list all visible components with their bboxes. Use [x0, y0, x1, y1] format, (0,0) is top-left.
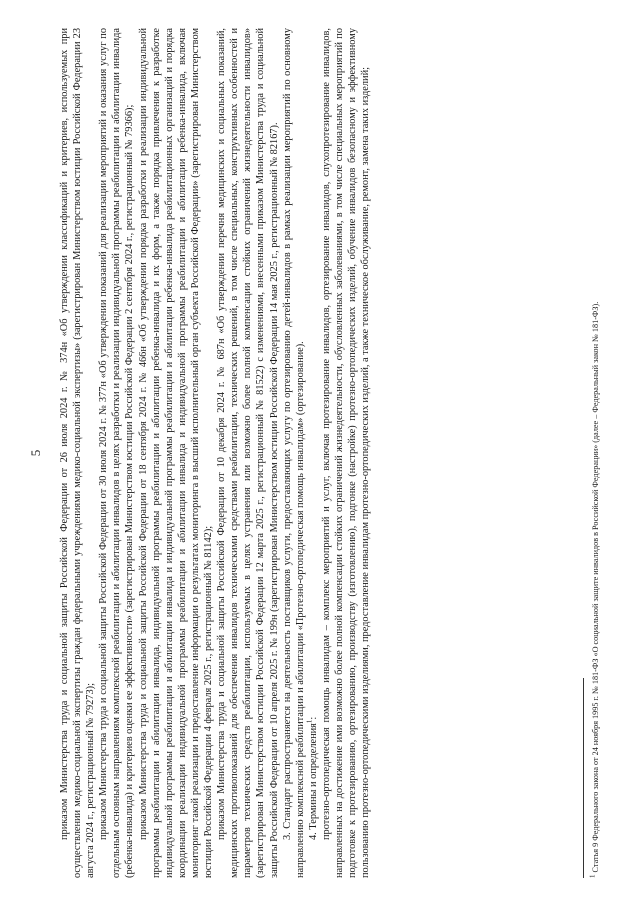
- footnote-text: Статья 9 Федерального закона от 24 ноября 1995 г. № 181-ФЗ «О социальной защите инвалидов в Российской Федерации» (далее – Федеральный закон № 181-ФЗ).: [591, 301, 600, 873]
- footnote: [590, 28, 601, 878]
- page-number: 5: [28, 449, 43, 457]
- footnote-divider: [583, 678, 584, 878]
- paragraph-order-374n: приказом Министерства труда и социальной защиты Российской Федерации от 26 июля 2024 г. № 374н «Об утверждении классификаций и критериев, используемых при осуществлении медико-социальной экспертизы граждан федеральными учреждениями медико-социальной экспертизы» (зарегистрирован Министерством юстиции Российской Федерации 23 августа 2024 г., регистрационный № 79273);: [59, 28, 97, 878]
- rotated-text-frame: [28, 28, 624, 878]
- paragraph-order-466n: приказом Министерства труда и социальной защиты Российской Федерации от 18 сентября 2024 г. № 466н «Об утверждении порядка разработки и реализации индивидуальной программы реабилитации и абилитации инвалида, индивидуальной программы реабилитации и абилитации ребенка-инвалида и их форм, а также порядка привлечения к разработке индивидуальной программы реабилитации и абилитации инвалида и индивидуальной программы реабилитации и абилитации ребенка-инвалида реабилитационных организаций и порядка координации реализации индивидуальной программы реабилитации и абилитации инвалида и индивидуальной программы реабилитации и абилитации ребенка-инвалида, включая мониторинг такой реализации и предоставление информации о результатах мониторинга в высший исполнительный орган субъекта Российской Федерации» (зарегистрирован Министерством юстиции Российской Федерации 4 февраля 2025 г., регистрационный № 81142);: [137, 28, 215, 878]
- footnote-mark: 1: [588, 874, 597, 878]
- terms-heading-text: 4. Термины и определения: [307, 723, 319, 840]
- terms-footnote-mark: 1: [305, 719, 314, 724]
- paragraph-order-377n: приказом Министерства труда и социальной защиты Российской Федерации от 30 июля 2024 г. № 377н «Об утверждении показаний для реализации мероприятий и оказания услуг по отдельным основным направлениям комплексной реабилитации и абилитации инвалидов в целях разработки и реализации индивидуальной программы реабилитации и абилитации инвалида (ребенка-инвалида) и критериев оценки ее эффективности» (зарегистрирован Министерством юстиции Российской Федерации 2 сентября 2024 г., регистрационный № 79366);: [98, 28, 136, 878]
- paragraph-definition: протезно-ортопедическая помощь инвалидам – комплекс мероприятий и услуг, включая протезирование инвалидов, ортезирование инвалидов, слухопротезирование инвалидов, направленных на достижение ими возможно более полной компенсации стойких ограничений жизнедеятельности, обусловленных заболеваниями, в том числе специальных мероприятий по подготовке к протезированию, ортезированию, производству (изготовлению), подгонке (настройке) протезно-ортопедических изделий, обучение инвалидов безопасному и эффективному пользованию протезно-ортопедическими изделиями, предоставление инвалидам протезно-ортопедических изделий, а также техническое обслуживание, ремонт, замена таких изделий;: [320, 28, 372, 878]
- paragraph-order-687n: приказом Министерства труда и социальной защиты Российской Федерации от 10 декабря 2024 г. № 687н «Об утверждении перечня медицинских и социальных показаний, медицинских противопоказаний для обеспечения инвалидов техническими средствами реабилитации, технических решений, в том числе специальных, конструктивных особенностей и параметров технических средств реабилитации, используемых в целях устранения или возможно более полной компенсации стойких ограничений жизнедеятельности инвалидов» (зарегистрирован Министерством юстиции Российской Федерации 12 марта 2025 г., регистрационный № 81522) с изменениями, внесенными приказом Министерства труда и социальной защиты Российской Федерации от 10 апреля 2025 г. № 199н (зарегистрирован Министерством юстиции Российской Федерации 14 мая 2025 г., регистрационный № 82167).: [216, 28, 280, 878]
- paragraph-terms-heading: 4. Термины и определения$^1$:: [305, 716, 319, 840]
- paragraph-scope: 3. Стандарт распространяется на деятельность поставщиков услуги, предоставляющих услугу по ортезированию детей-инвалидов в рамках реализации мероприятий по основному направлению комплексной реабилитации и абилитации «Протезно-ортопедическая помощь инвалидам» (ортезирование).: [281, 28, 306, 878]
- document-body: [58, 28, 372, 878]
